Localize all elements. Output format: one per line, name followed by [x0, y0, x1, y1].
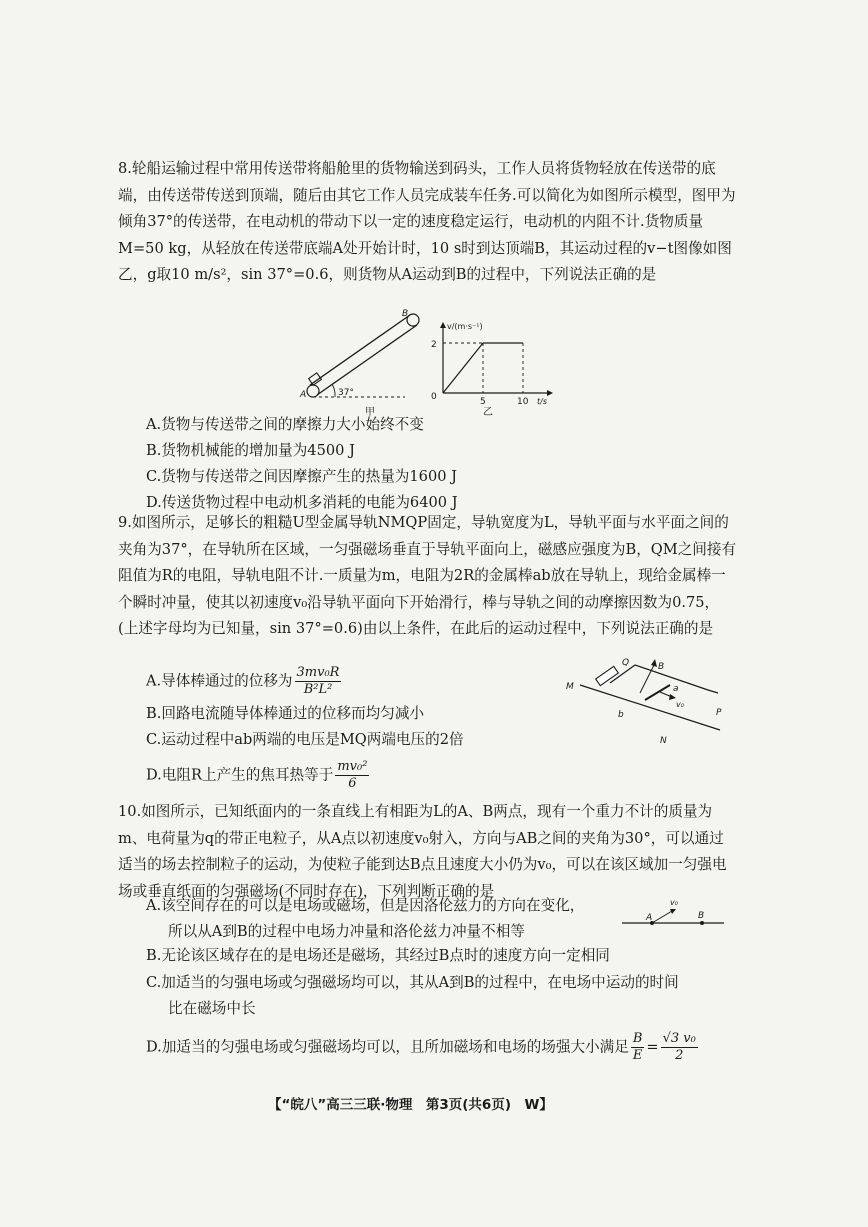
- figure-caption-yi: 乙: [483, 407, 493, 418]
- fraction-numerator: √3 v₀: [662, 1031, 696, 1046]
- q9-option-b: B.回路电流随导体棒通过的位移而均匀减小: [146, 705, 425, 722]
- q10-option-a-line2: 所以从A到B的过程中电场力冲量和洛伦兹力冲量不相等: [168, 923, 525, 940]
- label-v0: v₀: [676, 700, 684, 709]
- initial-velocity-arrow: [652, 911, 672, 923]
- angle-arc: [332, 384, 335, 397]
- acceleration-segment: [443, 343, 483, 393]
- page-footer: 【“皖八”高三三联·物理 第3页(共6页) W】: [268, 1097, 553, 1113]
- field-arrowhead-icon: [651, 659, 657, 667]
- q10-option-b: B.无论该区域存在的是电场还是磁场，其经过B点时的速度方向一定相同: [146, 947, 610, 964]
- t-axis-label: t/s: [537, 397, 547, 406]
- vt-graph-figure: [425, 318, 555, 418]
- v-axis-arrow-icon: [440, 322, 446, 328]
- conveyor-belt-figure: [290, 305, 430, 418]
- rhs-fraction: [661, 1031, 698, 1064]
- fraction-numerator: 3mv₀R: [296, 665, 340, 680]
- angle-label: 37°: [338, 388, 354, 398]
- q10-option-c: [146, 970, 726, 1022]
- t-axis-arrow-icon: [547, 390, 553, 396]
- rail-QP-upper: [635, 665, 708, 690]
- velocity-arrowhead-icon: [669, 694, 676, 700]
- origin-label: 0: [431, 392, 437, 402]
- q9-option-c: C.运动过程中ab两端的电压是MQ两端电压的2倍: [146, 731, 464, 748]
- figure-caption-jia: 甲: [365, 407, 375, 418]
- conveyor-belt: [307, 314, 419, 397]
- q9-option-d: [146, 759, 371, 792]
- fraction-denominator: 6: [348, 776, 357, 791]
- label-Q: Q: [622, 658, 630, 668]
- question-8: [118, 156, 738, 289]
- point-A-label: A: [300, 390, 307, 400]
- q9-option-d-text: D.电阻R上产生的焦耳热等于: [146, 766, 334, 784]
- label-M: M: [566, 682, 574, 692]
- u-rail-figure: [560, 655, 740, 750]
- metal-rod-ab: [645, 685, 670, 700]
- label-B: B: [658, 662, 665, 672]
- q9-option-a: [146, 665, 343, 698]
- q10-option-d-text: D.加适当的匀强电场或匀强磁场均可以，且所加磁场和电场的场强大小满足: [146, 1038, 629, 1056]
- question-8-stem: 8.轮船运输过程中常用传送带将船舱里的货物输送到码头，工作人员将货物轻放在传送带的底端，由传送带传送到顶端，随后由其它工作人员完成装车任务.可以简化为如图所示模型，图甲为倾角37°的传送带，在电动机的带动下以一定的速度稳定运行，电动机的内阻不计.货物质量M=50 kg，从轻放在传送带底端A处开始计时，10 s时到达顶端B，其运动过程的v−t图像如图乙，g取10 m/s²，sin 37°=0.6，则货物从A运动到B的过程中，下列说法正确的是: [118, 160, 736, 283]
- point-B-label: B: [402, 309, 409, 319]
- label-N: N: [660, 736, 667, 746]
- displacement-fraction: [295, 665, 342, 698]
- q10-option-c-line1: C.加适当的匀强电场或匀强磁场均可以，其从A到B的过程中，在电场中运动的时间: [146, 974, 679, 991]
- fraction-denominator: 2: [675, 1048, 684, 1063]
- label-b: b: [618, 710, 624, 720]
- q10-option-d: [146, 1031, 700, 1064]
- q9-option-a-text: A.导体棒通过的位移为: [146, 672, 293, 690]
- rail-MN: [580, 685, 720, 730]
- q10-option-c-line2: 比在磁场中长: [168, 1000, 256, 1017]
- v-axis-label: v/(m·s⁻¹): [447, 322, 483, 331]
- v-tick-2: 2: [431, 340, 437, 350]
- fraction-denominator: E: [632, 1048, 643, 1063]
- joule-heat-fraction: [335, 759, 369, 792]
- rail-P-end: [708, 690, 718, 693]
- label-A: A: [646, 913, 653, 923]
- b-over-e-fraction: [631, 1031, 645, 1064]
- question-10-stem: 10.如图所示，已知纸面内的一条直线上有相距为L的A、B两点，现有一个重力不计的质量为m、电荷量为q的带正电粒子，从A点以初速度v₀射入，方向与AB之间的夹角为30°，可以通过适当的场去控制粒子的运动，为使粒子能到达B点且速度大小仍为v₀，可以在该区域加一匀强电场或垂直纸面的匀强磁场(不同时存在)，下列判断正确的是: [118, 803, 727, 900]
- ab-line-figure: [620, 893, 730, 933]
- label-P: P: [716, 708, 722, 718]
- label-B: B: [698, 911, 705, 921]
- resistor-R: [596, 666, 619, 685]
- point-B: [700, 921, 704, 925]
- label-a: a: [673, 684, 679, 694]
- question-9-stem: 9.如图所示，足够长的粗糙U型金属导轨NMQP固定，导轨宽度为L，导轨平面与水平面之间的夹角为37°，在导轨所在区域，一匀强磁场垂直于导轨平面向上，磁感应强度为B，QM之间接有阻值为R的电阻，导轨电阻不计.一质量为m，电阻为2R的金属棒ab放在导轨上，现给金属棒一个瞬时冲量，使其以初速度v₀沿导轨平面向下开始滑行，棒与导轨之间的动摩擦因数为0.75，(上述字母均为已知量，sin 37°=0.6)由以上条件，在此后的运动过程中，下列说法正确的是: [118, 514, 737, 637]
- question-10: [118, 799, 738, 905]
- fraction-denominator: B²L²: [303, 682, 333, 697]
- fraction-numerator: B: [632, 1031, 643, 1046]
- question-9: [118, 510, 738, 643]
- t-tick-5: 5: [480, 397, 486, 407]
- q8-option-b: B.货物机械能的增加量为4500 J: [146, 442, 355, 459]
- equals-sign: =: [646, 1038, 659, 1056]
- q8-option-c: C.货物与传送带之间因摩擦产生的热量为1600 J: [146, 468, 458, 485]
- q8-option-a: A.货物与传送带之间的摩擦力大小始终不变: [146, 416, 424, 433]
- t-tick-10: 10: [517, 397, 529, 407]
- label-v0: v₀: [670, 898, 678, 907]
- fraction-numerator: mv₀²: [337, 759, 368, 774]
- q8-option-d: D.传送货物过程中电动机多消耗的电能为6400 J: [146, 494, 458, 511]
- q10-option-a-line1: A.该空间存在的可以是电场或磁场，但是因洛伦兹力的方向在变化，: [146, 897, 585, 914]
